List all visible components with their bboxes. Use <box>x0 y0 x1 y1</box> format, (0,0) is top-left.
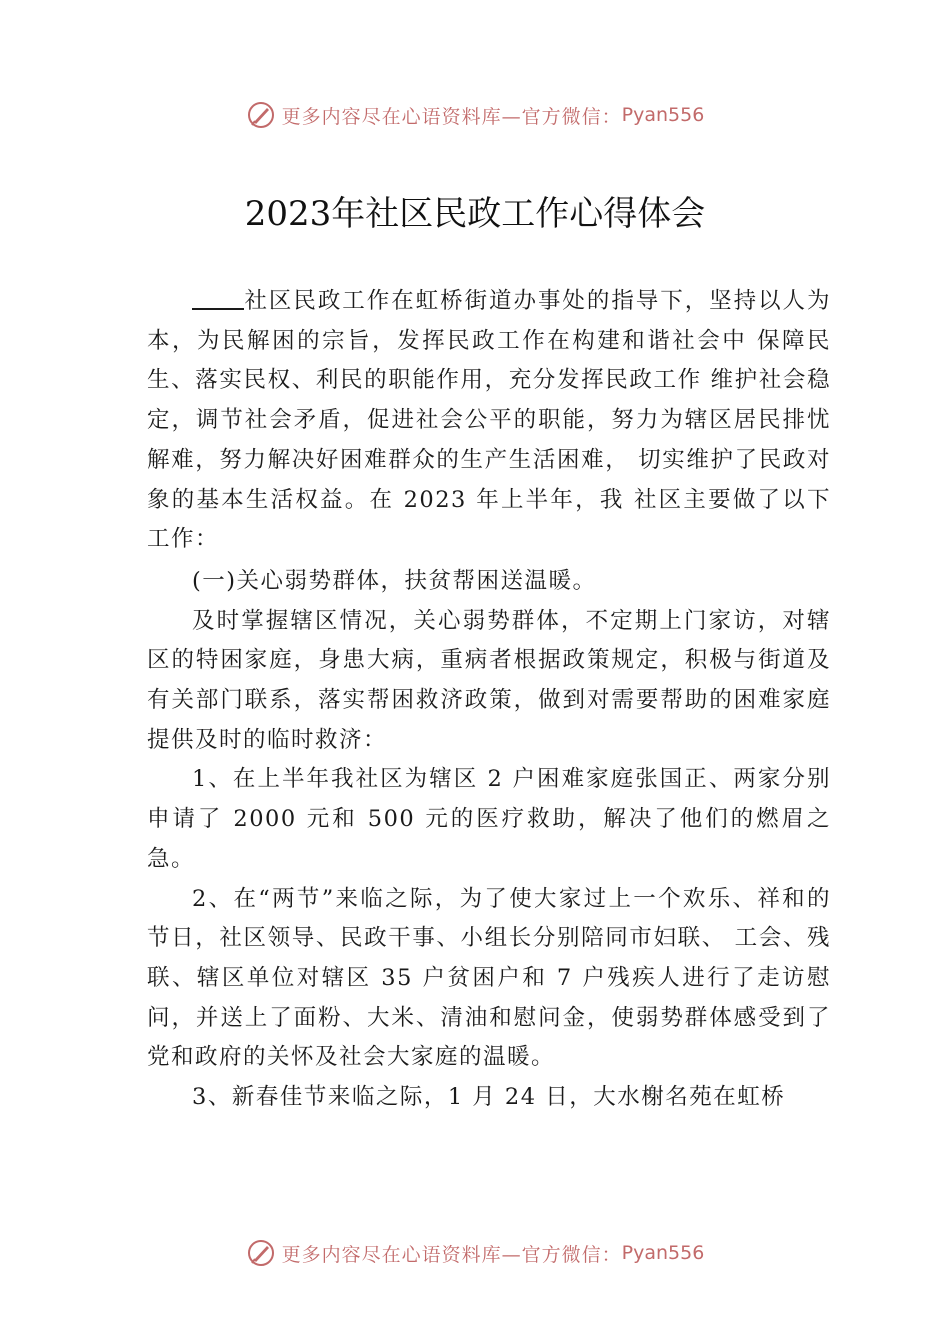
paragraph: 2、在“两节”来临之际，为了使大家过上一个欢乐、祥和的节日，社区领导、民政干事、小组长分别陪同市妇联、 工会、残联、辖区单位对辖区 35 户贫困户和 7 户残疾人进行了走访慰问，并送上了面粉、大米、清油和慰问金，使弱势群体感受到了党和政府的关怀及社会大家庭的温暖。 <box>147 885 831 1071</box>
document-title: 2023年社区民政工作心得体会 <box>244 194 706 234</box>
blank-underline <box>192 286 244 310</box>
watermark-header <box>0 95 950 135</box>
watermark-footer <box>0 1233 950 1273</box>
paragraph: 3、新春佳节来临之际，1 月 24 日，大水榭名苑在虹桥 <box>192 1084 786 1111</box>
quill-logo-icon <box>246 100 276 130</box>
document-body <box>147 282 831 1118</box>
paragraph: 社区民政工作在虹桥街道办事处的指导下，坚持以人为本，为民解困的宗旨，发挥民政工作在构建和谐社会中 保障民生、落实民权、利民的职能作用，充分发挥民政工作 维护社会稳定，调节社会矛盾，促进社会公平的职能，努力为辖区居民排忧解难，努力解决好困难群众的生产生活困难， 切实维护了民政对象的基本生活权益。在 2023 年上半年，我 社区主要做了以下工作： <box>147 288 831 553</box>
watermark-wechat-id: Pyan556 <box>621 1242 705 1264</box>
quill-logo-icon <box>246 1238 276 1268</box>
paragraph: 1、在上半年我社区为辖区 2 户困难家庭张国正、两家分别申请了 2000 元和 500 元的医疗救助，解决了他们的燃眉之急。 <box>147 766 831 872</box>
watermark-text: 更多内容尽在心语资料库—官方微信： <box>281 105 622 128</box>
watermark-text: 更多内容尽在心语资料库—官方微信： <box>281 1243 622 1266</box>
paragraph: 及时掌握辖区情况，关心弱势群体，不定期上门家访，对辖区的特困家庭，身患大病，重病者根据政策规定，积极与街道及有关部门联系，落实帮困救济政策，做到对需要帮助的困难家庭提供及时的临时救济： <box>147 607 831 753</box>
watermark-wechat-id: Pyan556 <box>621 104 705 126</box>
section-heading: (一)关心弱势群体，扶贫帮困送温暖。 <box>192 567 597 594</box>
